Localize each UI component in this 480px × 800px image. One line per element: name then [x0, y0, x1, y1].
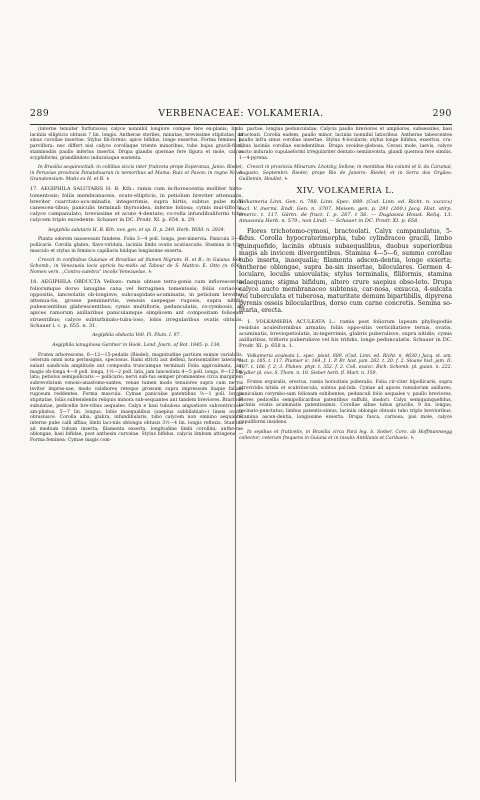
running-header: [30, 108, 452, 122]
right-column-continuation: [239, 127, 452, 182]
right-column: [239, 127, 452, 441]
right-column-paragraph: Volkameria Linn. Gen. n. 788. Linn. Spec. 889. (Cod. Linn. ed. Richt. n. xxcccx) excl. V. inermi. Endl. Gen. n. 3707. Meisen. gen. p. 291 (200.) Jacq. Hist. stirp. americ. t. 117. Gärtn. de fruct. I. p. 267. t 56. — Duglassia Houst. Reliq. 13. Amasonia Herb. n. 579., non Lindl. — Schauer in DC. Prodr. XI. p. 658.: [239, 199, 452, 224]
left-column-paragraph: Aegiphila lanuginosa Gardner in Hook. Lond. Journ. of Bot. 1845. p. 134.: [52, 342, 221, 348]
right-column-top-paragraph: pactae, longius pedunculatae. Calycis paullo breviores et ampliores, subsessiles, basi bracteati. Corolla eadem, paullo minor, laciniis nonnihil latioribus. Antherae tabescentes paullo infra sinus corollae insertae. Stylus 4-locularis; stylus longe bifidus, exsertus, cru-ribus laciniis corollae excedentibus. Drupa ovoideo-globosa, Cerasi mole, laevis, calyce aucto indurato cupulaeformi irregulariter dentato semiinvolsta, glandi quernoa fere similis, 1—4-pyrena.: [239, 127, 452, 161]
column-divider: [235, 127, 236, 782]
left-column-paragraph: Planta odorem nauseosum fundens. Folia 3—4 poll. longa, pen-ninervia. Panicula 3—4-pollicaris. Corolla glabra, flavo-viridula, laciniis limbi ovatis acutiusculis. Stamina in typo masculo et stylus in feminco capillaris hiidque longissime exserta.: [30, 237, 243, 254]
left-column-paragraph: 18. AEGIPHILA OBDUCTA Vellozo: ramis obtuse tetra-gonis cum inflorescentia foliorumque dorso lanugine cana vel ferrugineа tomentosis; foliis coriaceis, oppositis, lanceolatis ob-longisve, subcuspidato-acuminatis, in petiolum breviter attenua-tis, grosse penninerviis, venosis saepeque rugosis, supra nitidis pubescentibus glabrescentibus; cymis multifloris, pedunculatis, co-rymbosis, ad apices ramorum axillaribus paniculamque simplicem ant compositam foliosam struentibus; calyce subturbinato-tubu-loso, lobis irregularibus ovatis obtusis. Schauer l. c. p. 655. n. 31.: [30, 279, 243, 329]
right-column-paragraph: Volkameria aculeata L. spec. plant. 889. (Cod. Linn. ed. Richt. n. 4630.) Jacq. st. am. hist. p. 185. t. 117. Plumier ic. 164. f. 1. P. Br. hist. jam. 262. t. 20. f. 2. Sloane hist. jam. II. 137. t. 166. f. 2, 3. Pluken. phyt. t. 352. f. 2. Coll. exsicc. Rich. Schomb. pl. guian. n. 222. Wydler pl. exs. S. Thom. n. 10. Sieber herb. fl. Mart. n. 159.: [239, 353, 452, 376]
left-column-paragraph: 17. AEGIPHILA SALUTARIS H. B. Kth.: ramis cum in-florescentia molliter hirto-tomentosis; foliis membranaceis, ovato-ellipticis, in petiolum breviter attenuatis, breviter cuarctato-acu-minatis, integerrimis, supra hirtis, subtus pube molli canescen-tibus; paniculis terminali thyrsoidea, inferne foliosa; cymis mul-tifloris, calyce campanulato, brevissime et acute 4-dentato; co-rolla infundibuliformi tubo calycem triplo excedente. Schauer in DC. Prodr. XI. p. 654. n. 29.: [30, 186, 243, 224]
right-column-top-paragraph: Crescit in provinciа Minarum: Lhotzky, Sellow; in montibus Ma-columi et S. da Carumal, Augusto, Septembri: Riedel; prope Rio de Janeiro: Riedel; et in Serra dos Orgãos: Guillemin, Houllet. ♄: [239, 165, 452, 182]
left-column-paragraph: Frutex arborescens, 6—12—15-pedalis (Riedel), magnitudine partium eximie variabilis, ceterum omni nota perinsignis, speciosus. Rami stricti aut deflexi, horisontaliter laterales; ealant sandicola amplitudo ant composita truncamque terminati Folia approximata, jam magis ob-longa 4—8 poll. longa, 1½—2 poll. lata, jam lanceolata 4—5 poll. longa, 9—12 lin. lata; petiolus semipollicaris — pollicaris; nervi sub-tus semper prominentes circa marginem subrevolutum venoso-anastomo-santes, venae tamen modo tenuiores supra cum nervis leviter impres-sae, modo validiores retequo grossum supra impressum itaque faliam rugosum reddentes. Forma mascula: Cymae paniculae patentibus ½—1 poll. longis stipitatae, foliis subtendentis reliquis minora sub-sequantes ant tandem breviores. Bracteae subulatae, pedicellis bre-vibus aequales. Calyx e basi tubulosa angustiore subventricoso-am-pliatus, 5—7 lin. longus, lobis inaequalibus (saepius subbilabiato-) lineis ovatis obtusiusce. Corolla alba, glabra, infundibularis, tubo calycem non omnino aequante, interne pube calli affixa; limbi laci-niis oblongis obtusis 3½—4 lin. longis reflexis. Stamina ad medium tubum inserta; filamenta exserta, longitudine limbi corollini; anthe-rae oblongae, basi bifidae, post anthesin curvatae. Stylus bifidus, calycis limbum attingens. — Forma feminea: Cymae magis com-: [30, 352, 243, 444]
left-column-paragraph: Crescit in confinibus Guianae et Brasiliae ad flumen Nigrum: H. et B.; in Guiana: Rob. Schomb.; in Venezuela locis apricis hu-midis ad Tabour de S. Mattco: E. Otto (n. 656). Nomen vern. ,,Contra-culebra“ incolis Venezuelae. ♄: [30, 258, 243, 275]
page-number-right: 290: [432, 108, 452, 119]
left-column: [30, 127, 243, 444]
right-column-body: [239, 199, 452, 441]
section-title: XIV. VOLKAMERIA L.: [296, 185, 395, 196]
left-column-paragraph: Aegiphila obducta Vell. Fl. Flum. I. 97.: [92, 333, 181, 339]
right-column-paragraph: Frutex erguralis, erectus, ramis horsotinis puberalis. Folia cir-citer bipollicaris, supra atroviridis nitida et scabriuscula, subtus pal-lida. Cymae ad apices ramulorum axillares, paniculam corymbo-sam foliosam exhibentes; pedunculi folio aequales v. paullo breviores. Flores pedicellis semipollicaribus patentibus suffulti, inodori. Calyx semiquinquefidus, laciniis ovatis acuminatis patentissimis. Corollae albae tubus gracilis, 9 lin. longus, recinato-punctatus; limbus patentis-simus, laciniis oblongis obtusis tubo triplo brevioribus. Stamina ascen-dentia, longissime exserta. Drupa fusca, carnosa, pisi mole, calyce cupuliformi insidens.: [239, 380, 452, 426]
right-column-paragraph: 1. VOLKAMERIA ACULEATA L.: ramis post foliorum lapsum phyllopodiis residuis aculeiformibus armatis; foliis oppo-sitis verticillatisve ternis, ovatis, acuminatis, breviopetiolatis, in-tegerrimis, glabris puberulisve, supra nitidis; cymis axillaribus, trifloris puberulisve vel bis trifidis, longe pedunculatis. Schauer in DC. Prodr. XI. p. 658 n. 1.: [239, 318, 452, 350]
right-column-paragraph: Flores trichotomo-cymosi, bracteolati. Calyx campanulatus, 5-fidus. Corolla hypocraterimorpha, tubo cylindraceo gracili, limbo quinquefido, laciniis obtusis subaequalibus, duobus superioribus magis ab invicem divergentibus. Stamina 4—5—6, summo corollae tubo inserta, inaequalia; filamenta adscen-dentia, longe exserta; antherae oblongae, supra ba-sin insertae, biloculares. Germen 4-loculare, loculis uniovulatis; stylus terminalis, filiformis, stamina adaequans; stigma bifidum, altero crure saepius obso-leto. Drupa calyce aucto membranaceo subtensa, car-nosa, exsucca, 4-sulcata vel tuberculata et tuberosa, maturitate demum bipartibilis, dipyrena pyrenis osseis bilocularibus, dorso cum carne concretis. Semina so-litaria, erecta.: [239, 228, 452, 315]
page-number-left: 289: [30, 108, 50, 119]
left-column-paragraph: (interne tenuiter furfuracea) calyce nonnihil longiore compse fere ex-planis; limbi laciniis ellipticis obtusis ? lin. longis. Antherae steriles, minutae, brevissime stipitatae, ad sinus corollae insertae. Stylus fili-formis, apice bifidus, longe exsertus. Forma feminea b. parviflora: nec differt nisi calyce corollaque triente minoribus, tubo bujus gracili-fieri; staminodiis paullo inferius insertis. Drupa glandis quernae fere figura et mole, calyce scyphiformi, grandibidoto indurataque sustenta.: [30, 127, 243, 161]
header-rule: [30, 124, 452, 125]
right-column-paragraph: In sepibus et fruticetis, in Brasilia circa Pará leg. b. Sieber, Coro. ab Hoffmannsegg collector; ceterum frequens in Guiana et in insulis Antillanis et Caribaeis. ♄: [239, 430, 452, 441]
left-column-paragraph: Aegiphila salutaris H. B. Kth. nov. gen. et sp. II. p. 249. Herb. Willd. n. 2834.: [48, 227, 225, 233]
left-column-paragraph: In Brasilia aequinoctiali: in collibus siccis inter fruticeta prope Esperanza, Janio: Riedel; in Peruviae provincia Panatahuaran in nemoribus ad Mama: Ruiz et Pavon: in regno Novo-Granatensium: Mutis ex H. et B. ♄: [30, 165, 243, 182]
running-title: VERBENACEAE: VOLKAMERIA.: [158, 108, 324, 119]
